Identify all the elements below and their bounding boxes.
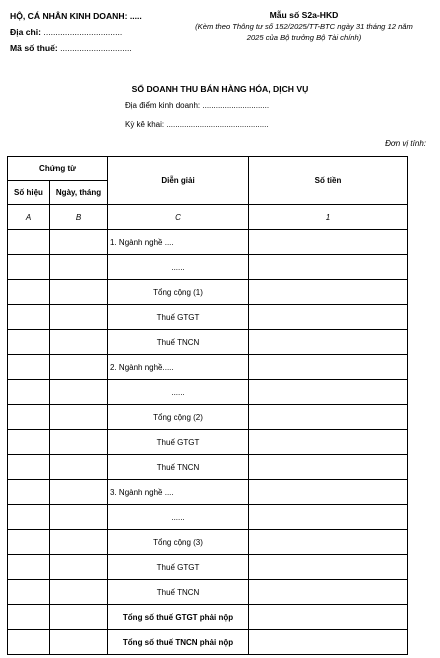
table-row [8,555,408,580]
voucher-number-cell [8,555,50,580]
amount-cell [249,605,408,630]
description-cell: 2. Ngành nghề..... [108,355,249,380]
description-cell: ...... [108,255,249,280]
form-reference [186,8,422,43]
table-row [8,530,408,555]
voucher-number-cell [8,305,50,330]
voucher-date-cell [50,230,108,255]
description-cell: 1. Ngành nghề .... [108,230,249,255]
business-location: Địa điểm kinh doanh: .............................. [125,101,270,110]
table-row [8,580,408,605]
voucher-date-cell [50,355,108,380]
description-cell: Thuế GTGT [108,555,249,580]
description-cell: Thuế TNCN [108,455,249,480]
amount-cell [249,330,408,355]
amount-cell [249,530,408,555]
column-code-1: 1 [249,205,408,230]
amount-cell [249,580,408,605]
description-cell: ...... [108,505,249,530]
table-row [8,480,408,505]
amount-header: Số tiền [249,157,408,205]
voucher-date-cell [50,480,108,505]
amount-cell [249,280,408,305]
voucher-date-header: Ngày, tháng [50,181,108,205]
table-row [8,280,408,305]
ledger-title: SỔ DOANH THU BÁN HÀNG HÓA, DỊCH VỤ [131,84,309,94]
amount-cell [249,555,408,580]
description-cell: Tổng số thuế GTGT phải nộp [108,605,249,630]
voucher-date-cell [50,255,108,280]
description-cell: Thuế TNCN [108,580,249,605]
voucher-date-cell [50,530,108,555]
voucher-number-cell [8,505,50,530]
business-name-label: HỘ, CÁ NHÂN KINH DOANH: ..... [10,11,142,21]
column-code-a: A [8,205,50,230]
voucher-number-cell [8,530,50,555]
table-row [8,430,408,455]
voucher-number-cell [8,405,50,430]
revenue-table [7,156,408,655]
voucher-number-cell [8,330,50,355]
voucher-number-header: Số hiệu [8,181,50,205]
table-row [8,405,408,430]
tax-code-dots: .............................. [57,43,132,53]
table-row [8,605,408,630]
table-row [8,355,408,380]
table-row [8,230,408,255]
voucher-date-cell [50,630,108,655]
voucher-date-cell [50,430,108,455]
address-label: Địa chỉ: [10,27,42,37]
amount-cell [249,405,408,430]
amount-cell [249,630,408,655]
description-cell: ...... [108,380,249,405]
voucher-group-header: Chứng từ [8,157,108,181]
description-cell: Thuế GTGT [108,305,249,330]
description-cell: 3. Ngành nghề .... [108,480,249,505]
description-header: Diễn giải [108,157,249,205]
table-row [8,330,408,355]
description-cell: Tổng cộng (2) [108,405,249,430]
voucher-date-cell [50,330,108,355]
table-row [8,305,408,330]
description-cell: Thuế GTGT [108,430,249,455]
unit-label: Đơn vị tính: [385,139,426,148]
amount-cell [249,455,408,480]
address-line [10,24,142,40]
tax-code-line [10,40,142,56]
voucher-date-cell [50,380,108,405]
voucher-date-cell [50,305,108,330]
amount-cell [249,255,408,280]
voucher-number-cell [8,255,50,280]
business-info [10,8,142,56]
voucher-date-cell [50,405,108,430]
voucher-number-cell [8,280,50,305]
voucher-date-cell [50,280,108,305]
amount-cell [249,480,408,505]
voucher-date-cell [50,605,108,630]
table-header-row [8,157,408,181]
voucher-number-cell [8,630,50,655]
voucher-number-cell [8,355,50,380]
voucher-date-cell [50,505,108,530]
amount-cell [249,305,408,330]
table-row [8,455,408,480]
amount-cell [249,505,408,530]
tax-code-label: Mã số thuế: [10,43,58,53]
amount-cell [249,355,408,380]
voucher-date-cell [50,580,108,605]
column-code-b: B [50,205,108,230]
table-row [8,505,408,530]
table-row [8,255,408,280]
table-row [8,380,408,405]
table-row [8,630,408,655]
column-code-c: C [108,205,249,230]
voucher-number-cell [8,230,50,255]
voucher-number-cell [8,480,50,505]
amount-cell [249,430,408,455]
description-cell: Thuế TNCN [108,330,249,355]
form-note: (Kèm theo Thông tư số 152/2025/TT-BTC ngày 31 tháng 12 năm 2025 của Bộ trưởng Bộ Tài chính) [195,22,413,42]
voucher-number-cell [8,380,50,405]
voucher-number-cell [8,605,50,630]
form-number: Mẫu số S2a-HKD [269,10,339,20]
voucher-number-cell [8,430,50,455]
voucher-date-cell [50,555,108,580]
amount-cell [249,380,408,405]
address-dots: ................................. [41,27,123,37]
description-cell: Tổng cộng (1) [108,280,249,305]
column-code-row [8,205,408,230]
voucher-number-cell [8,580,50,605]
declaration-period: Kỳ kê khai: .............................................. [125,120,269,129]
description-cell: Tổng số thuế TNCN phải nộp [108,630,249,655]
voucher-number-cell [8,455,50,480]
voucher-date-cell [50,455,108,480]
description-cell: Tổng cộng (3) [108,530,249,555]
amount-cell [249,230,408,255]
